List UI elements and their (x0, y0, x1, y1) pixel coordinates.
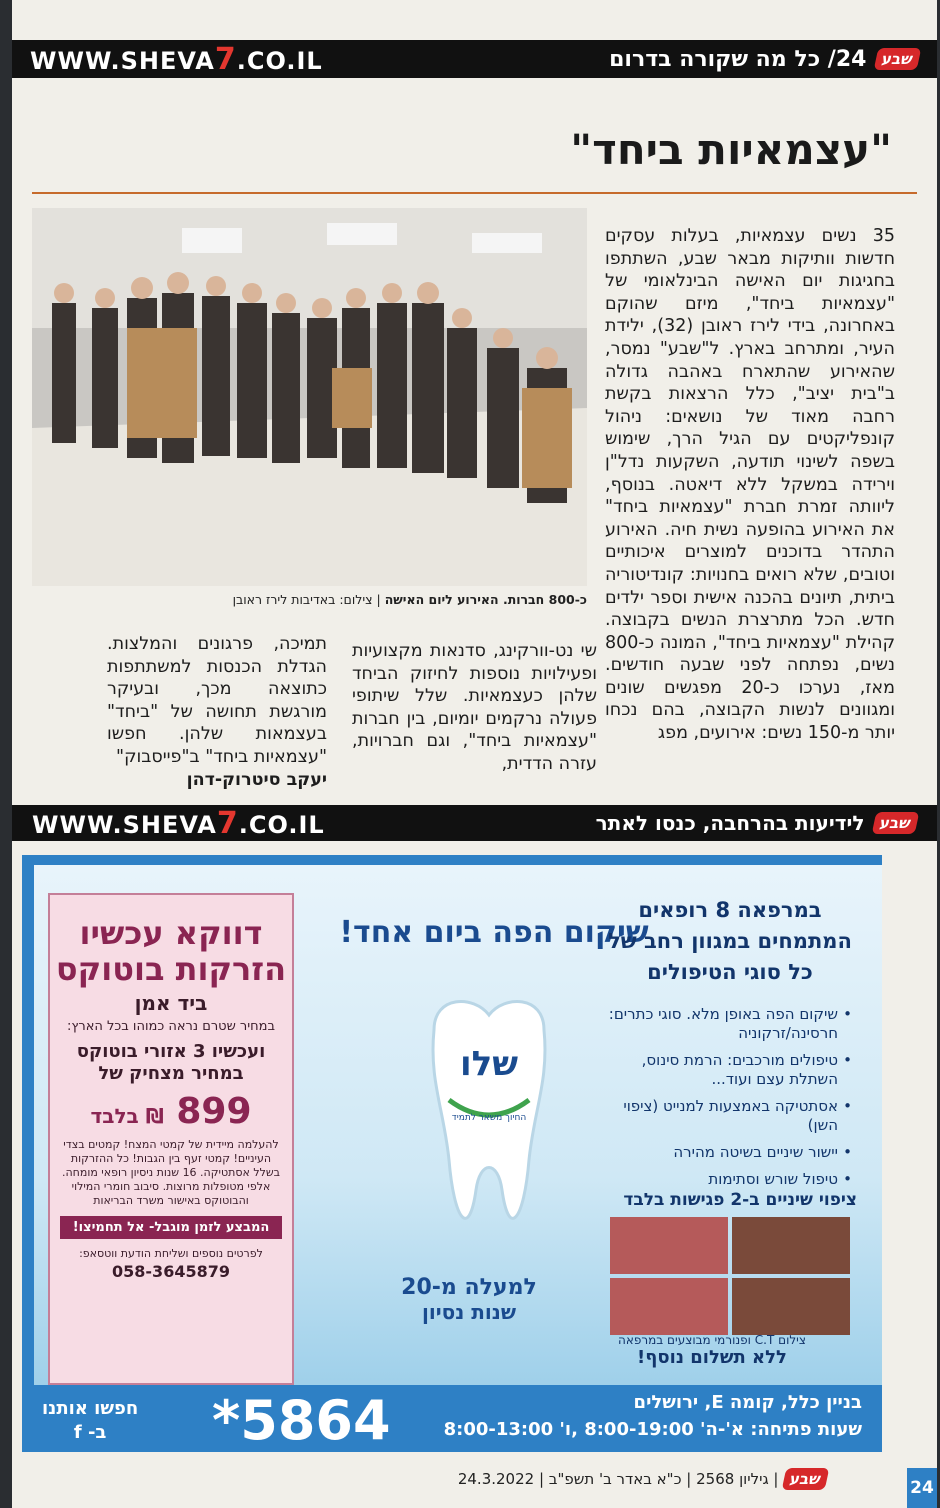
clinic-heading: במרפאה 8 רופאים המתמחים במגוון רחב של כל סוגי הטיפולים (608, 898, 852, 984)
top-banner (12, 40, 937, 78)
event-photo (32, 208, 587, 586)
ad-body (34, 865, 882, 1385)
newspaper-page (12, 0, 937, 1508)
ad-arc-title: שיקום הפה ביום אחד! (339, 915, 649, 950)
botox-line-2: ועכשיו 3 אזורי בוטוקס במחיר מצחיק של (76, 1041, 266, 1084)
site-promo-text: לידיעות בהרחבה, כנסו לאתר (595, 811, 865, 835)
headline-divider (32, 192, 917, 194)
article-column-3-text: תמיכה, פרגונים והמלצות. הגדלת הכנסות למשתתפות כתוצאה מכך, ובעיקר מורגשת תחושה של "ביחד" בעצמאות שלהן. חפשו "עצמאיות ביחד" ב"פייסבוק" (107, 634, 327, 767)
botox-promo: המבצע לזמן מוגבל- אל תחמיצו! (60, 1216, 282, 1239)
botox-contact-label: לפרטים נוספים ושליחת הודעת ווטסאפ: (79, 1247, 263, 1260)
page-footer (12, 1468, 937, 1508)
site-promo-banner (12, 805, 937, 841)
service-item: • יישור שיניים בשיטה מהירה (592, 1143, 852, 1162)
experience-badge: למעלה מ-20 שנות נסיון (401, 1275, 537, 1324)
service-item: • טיפול שורש וסתימות (592, 1170, 852, 1189)
article-column-2: שי נט-וורקינג, סדנאות מקצועיות ופעילויות נוספות לחיזוק הביחד שלהן כעצמאיות. שלל שיתופי פעולה נרקמים יומיום, בין חברות "עצמאיות ביחד", וגם חברויות, עזרה הדדית, (352, 641, 597, 774)
whitening-offer: ציפוי שיניים ב-2 פגישות בלבד (623, 1190, 857, 1210)
site-url-2[interactable]: WWW.SHEVA7.CO.IL (32, 805, 325, 841)
article-headline: "עצמאיות ביחד" (570, 125, 892, 174)
brand-tagline: החיוך משאר לתמיד (451, 1113, 527, 1123)
botox-line-1: במחיר שטרם נראה כמוהו בכל הארץ: (66, 1019, 276, 1034)
botox-price: 899 ₪ בלבד (90, 1091, 252, 1132)
botox-details: להעלמה מיידית של קמטי המצח! קמטים בצדי העיניים! קמטי זעף בין הגבות! כל ההזרקות בשלל אסתטיקה. 16 שנות ניסיון רופאי מומחה. אלפי מטופלות מרוצות. סיבוב חומרי המילוי והבוטוקס באישור משרד הבריאות (61, 1138, 281, 1207)
article-byline: יעקב סיטרוק-דהן (186, 769, 327, 790)
smile-photos (610, 1217, 850, 1335)
botox-title: דווקא עכשיו הזרקות בוטוקס (55, 914, 287, 988)
page-number: 24 (907, 1468, 937, 1508)
scan-note: צילום C.T ופנורמי מבוצעים במרפאה ללא תשלום נוסף! (618, 1333, 806, 1368)
issue-text: | גיליון 2568 | כ"א באדר ב' תשפ"ב | 24.3.2022 (457, 1470, 779, 1488)
photo-caption: כ-800 חברות. האירוע ליום האישה | צילום: באדיבות לירז ראובן (232, 592, 587, 607)
botox-phone[interactable]: 058-3645879 (112, 1262, 230, 1281)
section-title: 24/ כל מה שקורה בדרום (609, 46, 867, 72)
service-item: • טיפולים מורכבים: הרמת סינוס, השתלת עצם ועוד... (592, 1051, 852, 1089)
tooth-icon (414, 990, 564, 1250)
article-column-3 (107, 633, 327, 791)
follow-us[interactable]: חפשו אותנו ב- f (42, 1398, 139, 1443)
services-list (592, 1005, 852, 1197)
sheva-logo: שבע (874, 48, 921, 70)
clinic-address: בניין כלל, קומה E, ירושלים שעות פתיחה: א'-ה' 8:00-19:00 ,ו' 8:00-13:00 (443, 1392, 862, 1440)
sheva-logo-2: שבע (872, 812, 919, 834)
site-url[interactable]: WWW.SHEVA7.CO.IL (30, 41, 323, 77)
issue-info (458, 1468, 827, 1490)
sheva-logo-footer: שבע (782, 1468, 829, 1490)
botox-box (48, 893, 294, 1385)
article-column-1: 35 נשים עצמאיות, בעלות עסקים חדשות וותיקות מבאר שבע, השתתפו בחגיגות יום האישה הבינלאומי של "עצמאיות ביחד", מיזם שהוקם באחרונה, בידי לירז ראובן (32), ילידת העיר, ומתרחב בארץ. ל"שבע" נמסר, שהאירוע שהתארח באהבה גדולה ב"בית יציב", כלל הרצאות בקשת רחבה מאוד של נושאים: ניהול קונפליקטים עם הגיל הרך, שימוש בשפה לשינוי תודעה, השקעות נדל"ן וירידה במשקל ללא דיאטה. בנוסף, ליוותה זמרת חברת "עצמאיות ביחד" את האירוע בהופעה נשית חיה. האירוע התהדר בדוכנים למוצרים איכותיים וטובים, שלא רואים בחנויות: קונדיטוריה ביתית, תיונים בהכנה אישית וספר ילדים חדש. הכל מתרצרת הנשים בקבוצה. קהילת "עצמאיות ביחד", המונה כ-800 נשים, נפתחה לפני שבעה חודשים. מאז, נערכו כ-20 מפגשים שונים ומגוונים לנשות הקבוצה, בהם נכחו יותר מ-150 נשים: אירועים, מפג (605, 226, 896, 744)
service-item: • אסתטיקה באמצעות למנייט (ציפוי השן) (592, 1097, 852, 1135)
dial-number[interactable]: *5864 (212, 1389, 391, 1452)
service-item: • שיקום הפה באופן מלא. סוגי כתרים: חרסינה/זרקוניה (592, 1005, 852, 1043)
dental-advertisement (22, 855, 882, 1452)
ad-footer (22, 1387, 882, 1452)
botox-by: ביד אמן (134, 991, 208, 1015)
brand-name: שלו (459, 1044, 519, 1084)
